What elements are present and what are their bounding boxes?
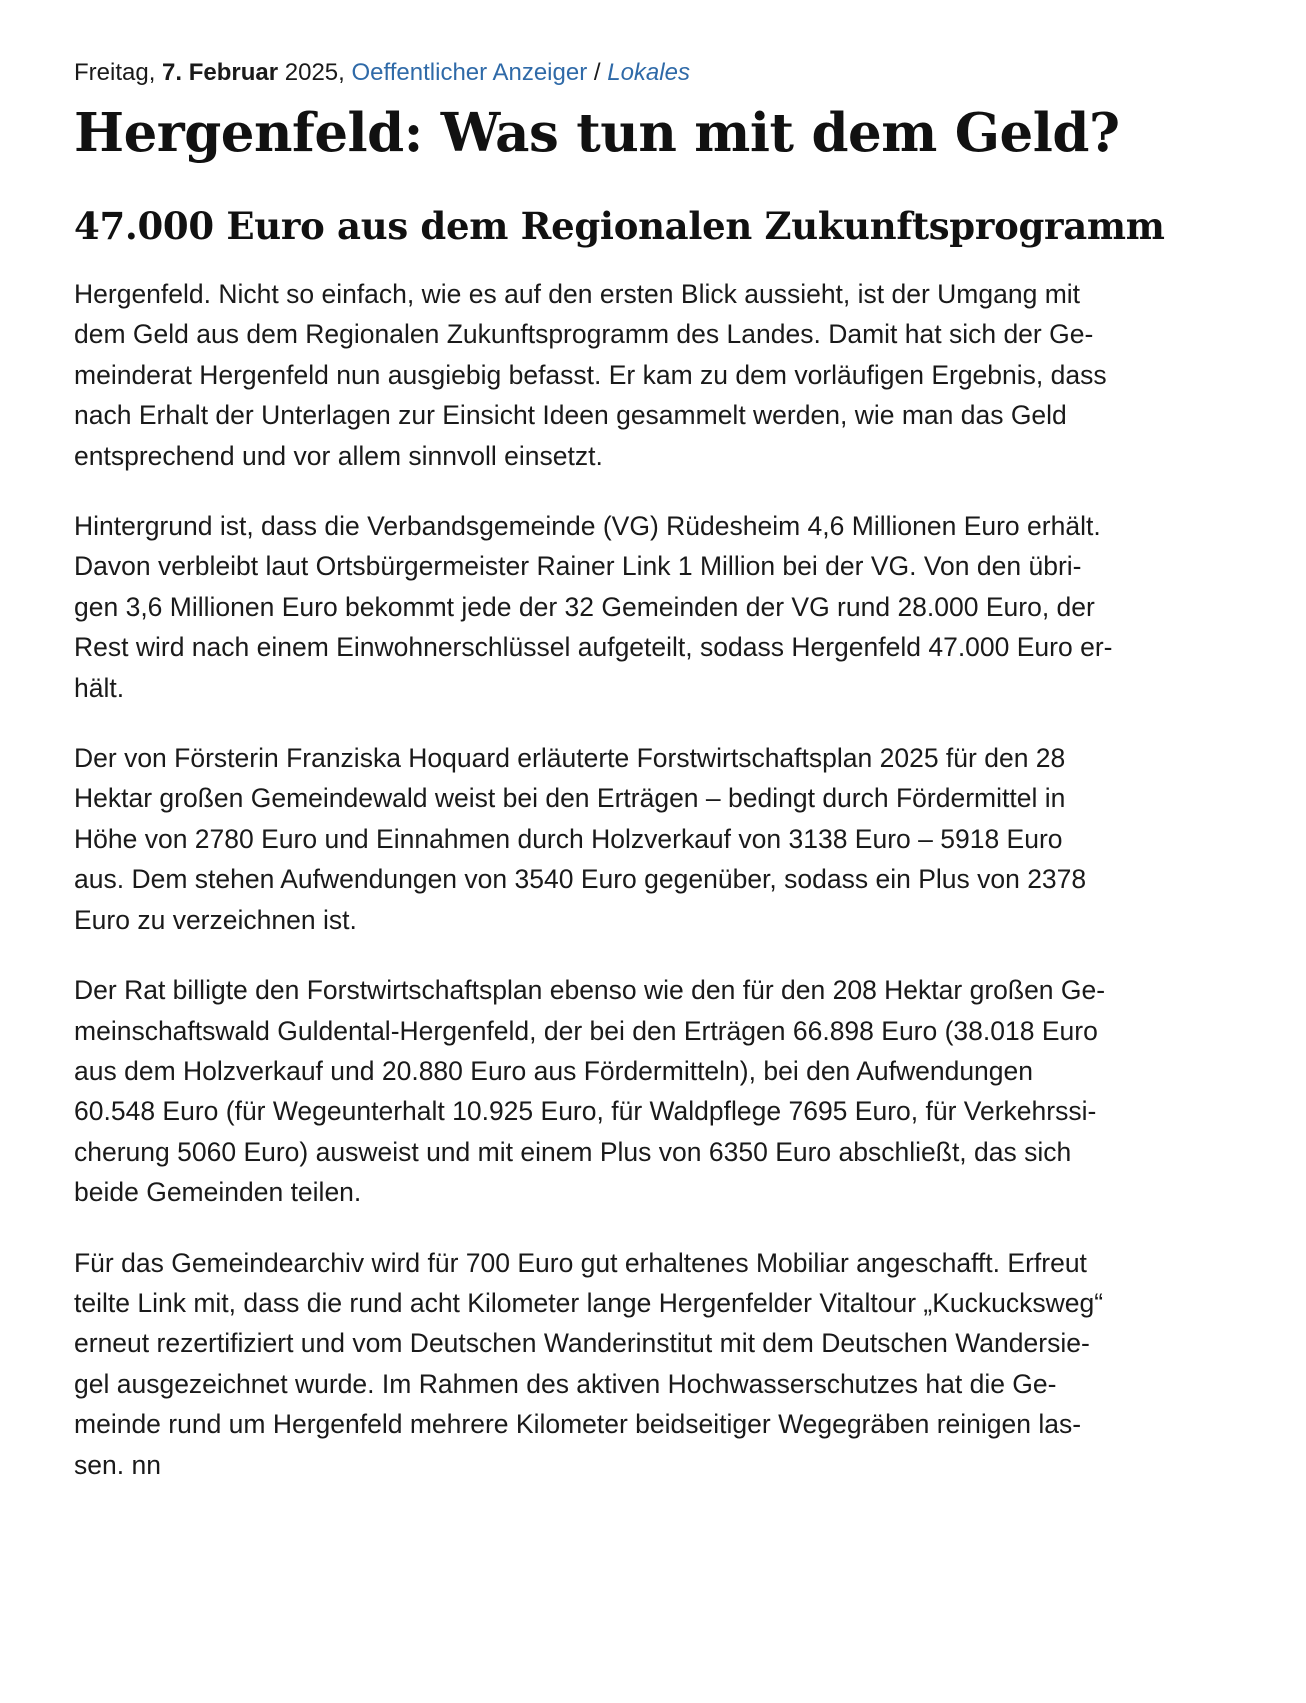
article-body <box>74 274 1254 1485</box>
paragraph-line: Der von Försterin Franziska Hoquard erläuterte Forstwirtschaftsplan 2025 für den 28 <box>74 743 1066 774</box>
dateline <box>74 56 1254 90</box>
paragraph-5 <box>74 1243 1254 1485</box>
paragraph-line: entsprechend und vor allem sinnvoll einsetzt. <box>74 440 603 471</box>
paragraph-line: nach Erhalt der Unterlagen zur Einsicht Ideen gesammelt werden, wie man das Geld <box>74 400 1067 431</box>
paragraph-4 <box>74 970 1254 1212</box>
paragraph-line: hält. <box>74 672 125 703</box>
paragraph-line: cherung 5060 Euro) ausweist und mit einem Plus von 6350 Euro abschließt, das sich <box>74 1136 1072 1167</box>
paragraph-line: Euro zu verzeichnen ist. <box>74 904 357 935</box>
dateline-weekday: Freitag, <box>74 59 156 86</box>
paragraph-1 <box>74 274 1254 476</box>
paragraph-2 <box>74 506 1254 708</box>
paragraph-line: Davon verbleibt laut Ortsbürgermeister Rainer Link 1 Million bei der VG. Von den übri- <box>74 551 1082 582</box>
paragraph-line: meinde rund um Hergenfeld mehrere Kilometer beidseitiger Wegegräben reinigen las- <box>74 1409 1082 1440</box>
headline: Hergenfeld: Was tun mit dem Geld? <box>74 102 1120 164</box>
paragraph-line: teilte Link mit, dass die rund acht Kilometer lange Hergenfelder Vitaltour „Kuckucksweg“ <box>74 1287 1104 1318</box>
subheadline: 47.000 Euro aus dem Regionalen Zukunftsprogramm <box>74 204 1165 248</box>
paragraph-line: Rest wird nach einem Einwohnerschlüssel aufgeteilt, sodass Hergenfeld 47.000 Euro er- <box>74 632 1113 663</box>
paragraph-line: Höhe von 2780 Euro und Einnahmen durch Holzverkauf von 3138 Euro – 5918 Euro <box>74 823 1063 854</box>
section-link[interactable]: Lokales <box>607 59 690 86</box>
paragraph-3 <box>74 738 1254 940</box>
paragraph-line: sen. nn <box>74 1449 161 1480</box>
paragraph-line: Der Rat billigte den Forstwirtschaftsplan ebenso wie den für den 208 Hektar großen Ge- <box>74 975 1106 1006</box>
paragraph-line: erneut rezertifiziert und vom Deutschen Wanderinstitut mit dem Deutschen Wandersie- <box>74 1328 1090 1359</box>
publication-link[interactable]: Oeffentlicher Anzeiger <box>351 59 588 86</box>
paragraph-line: meinschaftswald Guldental-Hergenfeld, der bei den Erträgen 66.898 Euro (38.018 Euro <box>74 1015 1098 1046</box>
paragraph-line: gen 3,6 Millionen Euro bekommt jede der 32 Gemeinden der VG rund 28.000 Euro, der <box>74 591 1095 622</box>
paragraph-line: Hintergrund ist, dass die Verbandsgemeinde (VG) Rüdesheim 4,6 Millionen Euro erhält. <box>74 511 1101 542</box>
paragraph-line: dem Geld aus dem Regionalen Zukunftsprogramm des Landes. Damit hat sich der Ge- <box>74 319 1094 350</box>
dateline-year: 2025, <box>284 59 345 86</box>
paragraph-line: Für das Gemeindearchiv wird für 700 Euro gut erhaltenes Mobiliar angeschafft. Erfreut <box>74 1247 1087 1278</box>
paragraph-line: aus dem Holzverkauf und 20.880 Euro aus Fördermitteln), bei den Aufwendungen <box>74 1055 1034 1086</box>
paragraph-line: 60.548 Euro (für Wegeunterhalt 10.925 Euro, für Waldpflege 7695 Euro, für Verkehrssi- <box>74 1096 1097 1127</box>
paragraph-line: meinderat Hergenfeld nun ausgiebig befasst. Er kam zu dem vorläufigen Ergebnis, dass <box>74 359 1107 390</box>
article <box>74 40 1254 1485</box>
dateline-separator: / <box>593 59 601 86</box>
paragraph-line: Hektar großen Gemeindewald weist bei den Erträgen – bedingt durch Fördermittel in <box>74 783 1066 814</box>
paragraph-line: Hergenfeld. Nicht so einfach, wie es auf den ersten Blick aussieht, ist der Umgang mit <box>74 279 1081 309</box>
paragraph-line: beide Gemeinden teilen. <box>74 1177 362 1208</box>
dateline-date: 7. Februar <box>162 59 279 86</box>
paragraph-line: aus. Dem stehen Aufwendungen von 3540 Euro gegenüber, sodass ein Plus von 2378 <box>74 864 1087 895</box>
paragraph-line: gel ausgezeichnet wurde. Im Rahmen des aktiven Hochwasserschutzes hat die Ge- <box>74 1368 1057 1399</box>
